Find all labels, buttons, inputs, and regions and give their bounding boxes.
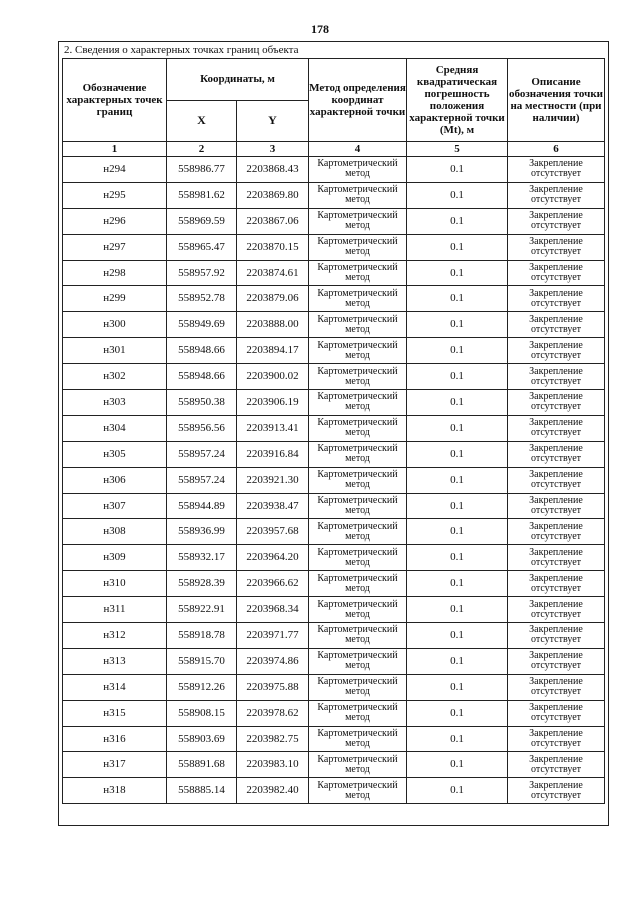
error-cell: 0.1 (407, 338, 508, 364)
point-id-cell: н306 (63, 467, 167, 493)
description-text-line: Закрепление (529, 779, 583, 791)
y-coordinate-cell: 2203894.17 (237, 338, 309, 364)
x-coordinate-cell: 558936.99 (167, 519, 237, 545)
point-id-cell: н296 (63, 208, 167, 234)
description-cell (508, 778, 605, 804)
x-coordinate-cell: 558891.68 (167, 752, 237, 778)
description-text-line: Закрепление (529, 753, 583, 765)
point-id-cell: н304 (63, 415, 167, 441)
description-text-line: отсутствует (530, 168, 582, 180)
y-coordinate-cell: 2203971.77 (237, 623, 309, 649)
error-cell: 0.1 (407, 752, 508, 778)
description-text-line: Закрепление (529, 572, 583, 584)
x-coordinate-cell: 558950.38 (167, 390, 237, 416)
table-row (63, 208, 605, 234)
method-text-line: Картометрический (317, 624, 398, 636)
table-row (63, 312, 605, 338)
error-cell: 0.1 (407, 493, 508, 519)
method-text-line: метод (345, 194, 370, 206)
column-number: 5 (407, 142, 508, 157)
y-coordinate-cell: 2203906.19 (237, 390, 309, 416)
method-cell (309, 441, 407, 467)
description-cell (508, 338, 605, 364)
method-text-line: метод (345, 246, 370, 258)
description-text-line: отсутствует (530, 323, 582, 335)
method-text-line: метод (345, 479, 370, 491)
method-text-line: метод (345, 686, 370, 698)
description-text-line: отсутствует (530, 246, 582, 258)
method-text-line: Картометрический (317, 702, 398, 714)
description-text-line: отсутствует (530, 272, 582, 283)
point-id-cell: н316 (63, 726, 167, 752)
error-cell: 0.1 (407, 415, 508, 441)
description-text-line: Закрепление (529, 313, 583, 325)
description-text-line: Закрепление (529, 365, 583, 377)
table-body (63, 157, 605, 804)
y-coordinate-cell: 2203900.02 (237, 364, 309, 390)
y-coordinate-cell: 2203921.30 (237, 467, 309, 493)
method-text-line: Картометрический (317, 753, 398, 765)
method-text-line: Картометрический (317, 339, 398, 351)
header-y: Y (237, 101, 309, 142)
x-coordinate-cell: 558986.77 (167, 157, 237, 183)
description-cell (508, 752, 605, 778)
error-cell: 0.1 (407, 441, 508, 467)
method-text-line: Картометрический (317, 443, 398, 455)
point-id-cell: н302 (63, 364, 167, 390)
description-cell (508, 571, 605, 597)
method-cell (309, 778, 407, 804)
header-method: Метод определения координат характерной точки (309, 59, 407, 142)
method-text-line: метод (345, 401, 370, 413)
description-cell (508, 286, 605, 312)
method-cell (309, 467, 407, 493)
description-text-line: отсутствует (530, 738, 582, 750)
point-id-cell: н312 (63, 623, 167, 649)
x-coordinate-cell: 558956.56 (167, 415, 237, 441)
point-id-cell: н297 (63, 234, 167, 260)
method-cell (309, 260, 407, 286)
description-text-line: отсутствует (530, 505, 582, 517)
method-text-line: метод (345, 763, 370, 775)
description-text-line: Закрепление (529, 339, 583, 351)
y-coordinate-cell: 2203879.06 (237, 286, 309, 312)
method-text-line: Картометрический (317, 365, 398, 377)
x-coordinate-cell: 558957.92 (167, 260, 237, 286)
method-text-line: Картометрический (317, 779, 398, 791)
y-coordinate-cell: 2203868.43 (237, 157, 309, 183)
y-coordinate-cell: 2203957.68 (237, 519, 309, 545)
boundary-points-table (62, 58, 605, 804)
method-text-line: Картометрический (317, 158, 398, 170)
description-text-line: отсутствует (530, 530, 582, 542)
point-id-cell: н294 (63, 157, 167, 183)
error-cell: 0.1 (407, 623, 508, 649)
point-id-cell: н308 (63, 519, 167, 545)
method-cell (309, 312, 407, 338)
description-text-line: отсутствует (530, 789, 582, 801)
error-cell: 0.1 (407, 597, 508, 623)
method-cell (309, 623, 407, 649)
y-coordinate-cell: 2203964.20 (237, 545, 309, 571)
method-cell (309, 234, 407, 260)
header-x: X (167, 101, 237, 142)
method-text-line: метод (345, 634, 370, 646)
method-text-line: метод (345, 375, 370, 387)
x-coordinate-cell: 558915.70 (167, 648, 237, 674)
method-text-line: Картометрический (317, 495, 398, 507)
point-id-cell: н298 (63, 260, 167, 286)
method-cell (309, 364, 407, 390)
table-row (63, 182, 605, 208)
description-text-line: Закрепление (529, 210, 583, 222)
x-coordinate-cell: 558981.62 (167, 182, 237, 208)
description-text-line: Закрепление (529, 469, 583, 481)
description-text-line: отсутствует (530, 763, 582, 775)
method-cell (309, 545, 407, 571)
x-coordinate-cell: 558949.69 (167, 312, 237, 338)
x-coordinate-cell: 558922.91 (167, 597, 237, 623)
section-title: 2. Сведения о характерных точках границ объекта (64, 44, 299, 56)
table-row (63, 597, 605, 623)
header-error: Средняя квадратическая погрешность положения характерной точки (Mt), м (407, 59, 508, 142)
description-cell (508, 726, 605, 752)
method-text-line: Картометрический (317, 728, 398, 740)
method-cell (309, 493, 407, 519)
description-text-line: отсутствует (530, 686, 582, 698)
description-cell (508, 493, 605, 519)
y-coordinate-cell: 2203867.06 (237, 208, 309, 234)
point-id-cell: н315 (63, 700, 167, 726)
table-row (63, 778, 605, 804)
table-row (63, 648, 605, 674)
x-coordinate-cell: 558912.26 (167, 674, 237, 700)
description-cell (508, 441, 605, 467)
description-cell (508, 597, 605, 623)
method-text-line: Картометрический (317, 262, 398, 273)
error-cell: 0.1 (407, 545, 508, 571)
header-coordinates: Координаты, м (167, 59, 309, 101)
description-text-line: отсутствует (530, 582, 582, 594)
error-cell: 0.1 (407, 519, 508, 545)
description-cell (508, 674, 605, 700)
description-text-line: отсутствует (530, 297, 582, 309)
description-cell (508, 182, 605, 208)
method-text-line: Картометрический (317, 546, 398, 558)
x-coordinate-cell: 558918.78 (167, 623, 237, 649)
description-cell (508, 623, 605, 649)
method-text-line: Картометрический (317, 469, 398, 481)
y-coordinate-cell: 2203978.62 (237, 700, 309, 726)
description-text-line: Закрепление (529, 287, 583, 299)
x-coordinate-cell: 558969.59 (167, 208, 237, 234)
method-text-line: метод (345, 453, 370, 465)
method-text-line: метод (345, 789, 370, 801)
description-cell (508, 390, 605, 416)
x-coordinate-cell: 558957.24 (167, 441, 237, 467)
x-coordinate-cell: 558908.15 (167, 700, 237, 726)
description-text-line: Закрепление (529, 676, 583, 688)
method-cell (309, 700, 407, 726)
method-text-line: метод (345, 505, 370, 517)
column-number: 6 (508, 142, 605, 157)
description-text-line: отсутствует (530, 608, 582, 620)
method-text-line: метод (345, 712, 370, 724)
table-row (63, 545, 605, 571)
method-text-line: метод (345, 168, 370, 180)
x-coordinate-cell: 558903.69 (167, 726, 237, 752)
table-row (63, 493, 605, 519)
description-text-line: отсутствует (530, 556, 582, 568)
y-coordinate-cell: 2203966.62 (237, 571, 309, 597)
point-id-cell: н314 (63, 674, 167, 700)
method-cell (309, 390, 407, 416)
table-row (63, 415, 605, 441)
method-text-line: метод (345, 556, 370, 568)
method-cell (309, 157, 407, 183)
y-coordinate-cell: 2203888.00 (237, 312, 309, 338)
error-cell: 0.1 (407, 182, 508, 208)
description-text-line: отсутствует (530, 401, 582, 413)
point-id-cell: н313 (63, 648, 167, 674)
column-number: 3 (237, 142, 309, 157)
description-text-line: отсутствует (530, 375, 582, 387)
method-cell (309, 752, 407, 778)
method-text-line: метод (345, 427, 370, 439)
method-text-line: Картометрический (317, 391, 398, 403)
point-id-cell: н317 (63, 752, 167, 778)
description-text-line: Закрепление (529, 236, 583, 248)
point-id-cell: н307 (63, 493, 167, 519)
point-id-cell: н310 (63, 571, 167, 597)
description-text-line: Закрепление (529, 598, 583, 610)
description-cell (508, 648, 605, 674)
table-row (63, 364, 605, 390)
description-text-line: Закрепление (529, 158, 583, 170)
table-row (63, 519, 605, 545)
method-text-line: Картометрический (317, 236, 398, 248)
method-text-line: метод (345, 582, 370, 594)
error-cell: 0.1 (407, 157, 508, 183)
description-text-line: Закрепление (529, 546, 583, 558)
method-cell (309, 338, 407, 364)
y-coordinate-cell: 2203874.61 (237, 260, 309, 286)
point-id-cell: н303 (63, 390, 167, 416)
description-text-line: Закрепление (529, 391, 583, 403)
table-row (63, 260, 605, 286)
description-text-line: отсутствует (530, 660, 582, 672)
method-text-line: Картометрический (317, 313, 398, 325)
y-coordinate-cell: 2203983.10 (237, 752, 309, 778)
table-row (63, 286, 605, 312)
x-coordinate-cell: 558932.17 (167, 545, 237, 571)
description-text-line: отсутствует (530, 634, 582, 646)
method-text-line: Картометрический (317, 650, 398, 662)
x-coordinate-cell: 558952.78 (167, 286, 237, 312)
table-row (63, 623, 605, 649)
description-text-line: Закрепление (529, 262, 583, 273)
point-id-cell: н299 (63, 286, 167, 312)
table-row (63, 726, 605, 752)
description-cell (508, 467, 605, 493)
method-cell (309, 415, 407, 441)
method-cell (309, 674, 407, 700)
x-coordinate-cell: 558885.14 (167, 778, 237, 804)
method-cell (309, 286, 407, 312)
error-cell: 0.1 (407, 312, 508, 338)
description-text-line: Закрепление (529, 520, 583, 532)
error-cell: 0.1 (407, 778, 508, 804)
x-coordinate-cell: 558948.66 (167, 364, 237, 390)
description-text-line: отсутствует (530, 427, 582, 439)
table-row (63, 467, 605, 493)
description-cell (508, 364, 605, 390)
table-row (63, 441, 605, 467)
table-row (63, 752, 605, 778)
description-text-line: Закрепление (529, 417, 583, 429)
description-cell (508, 415, 605, 441)
error-cell: 0.1 (407, 571, 508, 597)
y-coordinate-cell: 2203975.88 (237, 674, 309, 700)
method-text-line: Картометрический (317, 184, 398, 196)
description-text-line: Закрепление (529, 624, 583, 636)
error-cell: 0.1 (407, 364, 508, 390)
description-text-line: отсутствует (530, 712, 582, 724)
method-text-line: метод (345, 608, 370, 620)
y-coordinate-cell: 2203870.15 (237, 234, 309, 260)
point-id-cell: н318 (63, 778, 167, 804)
method-cell (309, 519, 407, 545)
point-id-cell: н305 (63, 441, 167, 467)
x-coordinate-cell: 558965.47 (167, 234, 237, 260)
column-number: 1 (63, 142, 167, 157)
method-text-line: метод (345, 660, 370, 672)
table-row (63, 234, 605, 260)
error-cell: 0.1 (407, 648, 508, 674)
table-row (63, 571, 605, 597)
method-cell (309, 182, 407, 208)
method-text-line: метод (345, 272, 370, 283)
x-coordinate-cell: 558928.39 (167, 571, 237, 597)
y-coordinate-cell: 2203974.86 (237, 648, 309, 674)
method-text-line: Картометрический (317, 676, 398, 688)
method-text-line: Картометрический (317, 572, 398, 584)
description-cell (508, 208, 605, 234)
y-coordinate-cell: 2203869.80 (237, 182, 309, 208)
method-text-line: метод (345, 220, 370, 232)
method-cell (309, 208, 407, 234)
description-cell (508, 545, 605, 571)
description-cell (508, 234, 605, 260)
description-text-line: отсутствует (530, 194, 582, 206)
method-cell (309, 571, 407, 597)
method-cell (309, 597, 407, 623)
description-text-line: Закрепление (529, 443, 583, 455)
x-coordinate-cell: 558948.66 (167, 338, 237, 364)
error-cell: 0.1 (407, 674, 508, 700)
method-text-line: Картометрический (317, 520, 398, 532)
y-coordinate-cell: 2203938.47 (237, 493, 309, 519)
method-text-line: Картометрический (317, 210, 398, 222)
error-cell: 0.1 (407, 726, 508, 752)
header-designation: Обозначение характерных точек границ (63, 59, 167, 142)
point-id-cell: н301 (63, 338, 167, 364)
error-cell: 0.1 (407, 467, 508, 493)
error-cell: 0.1 (407, 234, 508, 260)
x-coordinate-cell: 558944.89 (167, 493, 237, 519)
y-coordinate-cell: 2203913.41 (237, 415, 309, 441)
method-text-line: Картометрический (317, 287, 398, 299)
page-number: 178 (311, 22, 329, 36)
table-row (63, 390, 605, 416)
column-number: 4 (309, 142, 407, 157)
method-text-line: метод (345, 349, 370, 361)
x-coordinate-cell: 558957.24 (167, 467, 237, 493)
y-coordinate-cell: 2203982.40 (237, 778, 309, 804)
description-cell (508, 700, 605, 726)
method-cell (309, 648, 407, 674)
description-text-line: Закрепление (529, 184, 583, 196)
point-id-cell: н309 (63, 545, 167, 571)
method-text-line: Картометрический (317, 598, 398, 610)
description-text-line: отсутствует (530, 479, 582, 491)
description-text-line: Закрепление (529, 650, 583, 662)
header-description: Описание обозначения точки на местности (при наличии) (508, 59, 605, 142)
method-text-line: метод (345, 323, 370, 335)
table-row (63, 157, 605, 183)
error-cell: 0.1 (407, 390, 508, 416)
description-text-line: Закрепление (529, 702, 583, 714)
table-row (63, 700, 605, 726)
table-row (63, 674, 605, 700)
method-text-line: метод (345, 530, 370, 542)
description-text-line: Закрепление (529, 495, 583, 507)
table-row (63, 338, 605, 364)
y-coordinate-cell: 2203982.75 (237, 726, 309, 752)
error-cell: 0.1 (407, 208, 508, 234)
description-cell (508, 260, 605, 286)
method-text-line: Картометрический (317, 417, 398, 429)
description-text-line: отсутствует (530, 349, 582, 361)
y-coordinate-cell: 2203916.84 (237, 441, 309, 467)
y-coordinate-cell: 2203968.34 (237, 597, 309, 623)
description-cell (508, 157, 605, 183)
description-text-line: Закрепление (529, 728, 583, 740)
method-cell (309, 726, 407, 752)
error-cell: 0.1 (407, 260, 508, 286)
description-text-line: отсутствует (530, 453, 582, 465)
description-text-line: отсутствует (530, 220, 582, 232)
error-cell: 0.1 (407, 286, 508, 312)
error-cell: 0.1 (407, 700, 508, 726)
point-id-cell: н311 (63, 597, 167, 623)
method-text-line: метод (345, 297, 370, 309)
description-cell (508, 312, 605, 338)
point-id-cell: н300 (63, 312, 167, 338)
description-cell (508, 519, 605, 545)
point-id-cell: н295 (63, 182, 167, 208)
method-text-line: метод (345, 738, 370, 750)
column-number: 2 (167, 142, 237, 157)
